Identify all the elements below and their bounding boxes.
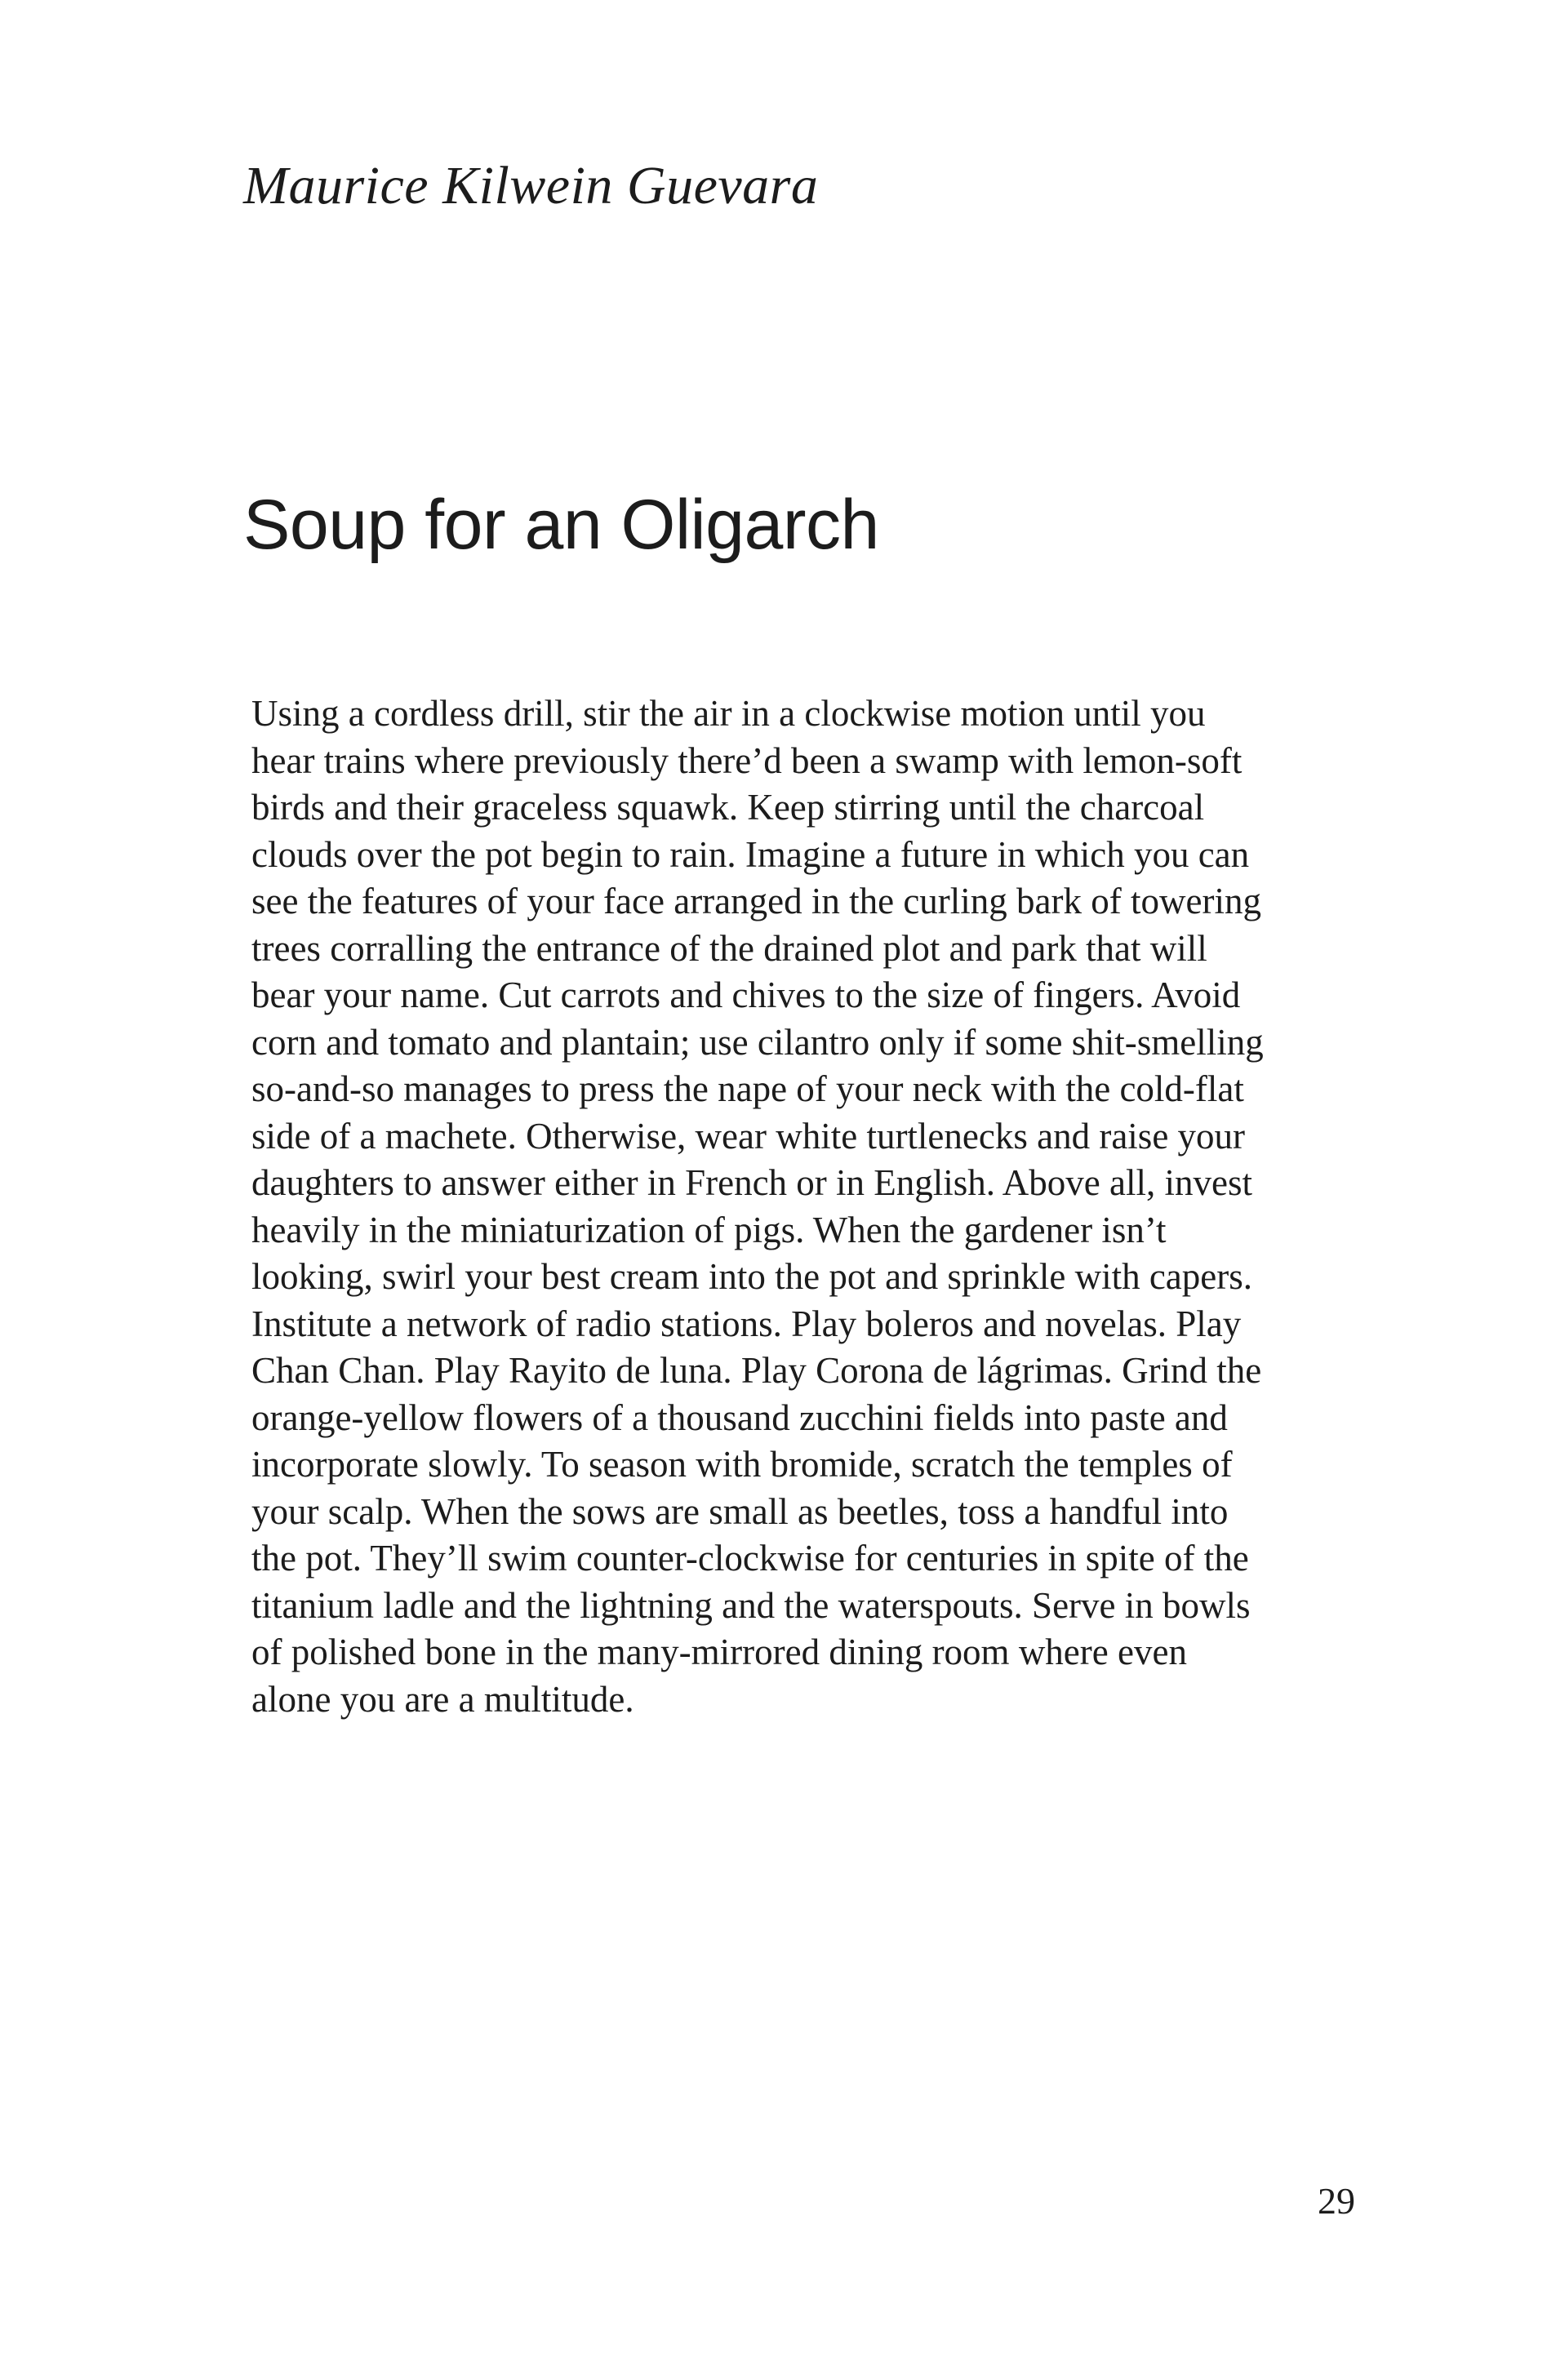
poem-line: Institute a network of radio stations. Play boleros and novelas. Play — [251, 1303, 1242, 1344]
poem-line: see the features of your face arranged in the curling bark of towering — [251, 881, 1261, 921]
poem-body — [251, 690, 1411, 1723]
poem-line: side of a machete. Otherwise, wear white turtlenecks and raise your — [251, 1115, 1246, 1157]
poem-line: orange-yellow flowers of a thousand zucchini fields into paste and — [251, 1396, 1228, 1438]
poem-line: so-and-so manages to press the nape of your neck with the cold-flat — [251, 1068, 1244, 1109]
poem-line: alone you are a multitude. — [251, 1678, 634, 1720]
poem-line: hear trains where previously there’d been a swamp with lemon-soft — [251, 739, 1243, 781]
poem-line: your scalp. When the sows are small as beetles, toss a handful into — [251, 1490, 1229, 1532]
poem-line: Using a cordless drill, stir the air in a clockwise motion until you — [251, 693, 1206, 734]
poem-line: clouds over the pot begin to rain. Imagine a future in which you can — [251, 833, 1250, 875]
poem-line: corn and tomato and plantain; use cilantro only if some shit-smelling — [251, 1021, 1264, 1063]
page-number: 29 — [1318, 2180, 1355, 2222]
poem-line: birds and their graceless squawk. Keep stirring until the charcoal — [251, 787, 1205, 828]
poem-line: bear your name. Cut carrots and chives to the size of fingers. Avoid — [251, 975, 1241, 1015]
author-name: Maurice Kilwein Guevara — [243, 156, 819, 215]
poem-line: daughters to answer either in French or in English. Above all, invest — [251, 1162, 1252, 1203]
poem-line: heavily in the miniaturization of pigs. When the gardener isn’t — [251, 1209, 1167, 1250]
poem-line: Chan Chan. Play Rayito de luna. Play Corona de lágrimas. Grind the — [251, 1350, 1262, 1391]
poem-line: looking, swirl your best cream into the pot and sprinkle with capers. — [251, 1256, 1252, 1297]
poem-line: of polished bone in the many-mirrored dining room where even — [251, 1632, 1187, 1672]
poem-title: Soup for an Oligarch — [243, 486, 879, 564]
poem-line: the pot. They’ll swim counter-clockwise for centuries in spite of the — [251, 1538, 1249, 1579]
poem-line: titanium ladle and the lightning and the waterspouts. Serve in bowls — [251, 1584, 1251, 1626]
poem-line: incorporate slowly. To season with bromide, scratch the temples of — [251, 1444, 1233, 1485]
poem-line: trees corralling the entrance of the drained plot and park that will — [251, 927, 1207, 969]
